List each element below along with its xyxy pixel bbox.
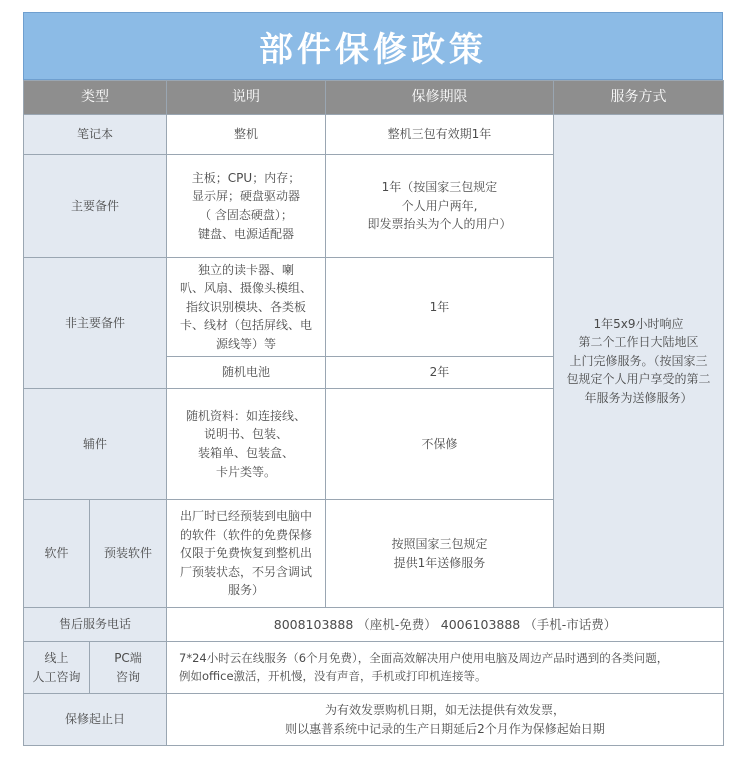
warranty-start-value: 为有效发票购机日期，如无法提供有效发票， 则以惠普系统中记录的生产日期延后2个月作为保修起始日期 (167, 694, 724, 746)
hotline-label: 售后服务电话 (24, 608, 167, 642)
desc-battery: 随机电池 (167, 357, 326, 389)
header-service: 服务方式 (554, 81, 724, 115)
hotline-value: 8008103888 （座机-免费） 4006103888 （手机-市话费） (167, 608, 724, 642)
period-laptop: 整机三包有效期1年 (326, 115, 554, 155)
type-laptop: 笔记本 (24, 115, 167, 155)
table-row-laptop (24, 115, 724, 155)
subtype-preinstalled-software: 预装软件 (90, 500, 167, 608)
period-main-parts: 1年（按国家三包规定 个人用户两年, 即发票抬头为个人的用户） (326, 155, 554, 258)
header-period: 保修期限 (326, 81, 554, 115)
table-row-hotline (24, 608, 724, 642)
period-accessories: 不保修 (326, 389, 554, 500)
online-sublabel: PC端 咨询 (90, 642, 167, 694)
desc-laptop: 整机 (167, 115, 326, 155)
period-software: 按照国家三包规定 提供1年送修服务 (326, 500, 554, 608)
type-software: 软件 (24, 500, 90, 608)
warranty-start-label: 保修起止日 (24, 694, 167, 746)
desc-software: 出厂时已经预装到电脑中 的软件（软件的免费保修 仅限于免费恢复到整机出 厂预装状态，不另含调试 服务） (167, 500, 326, 608)
period-non-main-parts: 1年 (326, 258, 554, 357)
type-accessories: 辅件 (24, 389, 167, 500)
period-battery: 2年 (326, 357, 554, 389)
header-desc: 说明 (167, 81, 326, 115)
desc-main-parts: 主板；CPU；内存； 显示屏；硬盘驱动器 （ 含固态硬盘）； 键盘、电源适配器 (167, 155, 326, 258)
table-row-warranty-start (24, 694, 724, 746)
header-type: 类型 (24, 81, 167, 115)
table-row-online (24, 642, 724, 694)
warranty-table (23, 80, 724, 746)
desc-accessories: 随机资料：如连接线、 说明书、包装、 装箱单、包装盒、 卡片类等。 (167, 389, 326, 500)
desc-non-main-parts: 独立的读卡器、喇 叭、风扇、摄像头模组、 指纹识别模块、各类板 卡、线材（包括屏线、电 源线等）等 (167, 258, 326, 357)
warranty-policy (23, 12, 723, 745)
type-non-main-parts: 非主要备件 (24, 258, 167, 389)
table-header-row (24, 81, 724, 115)
type-main-parts: 主要备件 (24, 155, 167, 258)
service-method: 1年5x9小时响应 第二个工作日大陆地区 上门完修服务。（按国家三 包规定个人用户享受的第二 年服务为送修服务） (554, 115, 724, 608)
online-value: 7*24小时云在线服务（6个月免费），全面高效解决用户使用电脑及周边产品时遇到的各类问题， 例如office激活，开机慢，没有声音，手机或打印机连接等。 (167, 642, 724, 694)
online-label: 线上 人工咨询 (24, 642, 90, 694)
page-title: 部件保修政策 (23, 12, 723, 80)
